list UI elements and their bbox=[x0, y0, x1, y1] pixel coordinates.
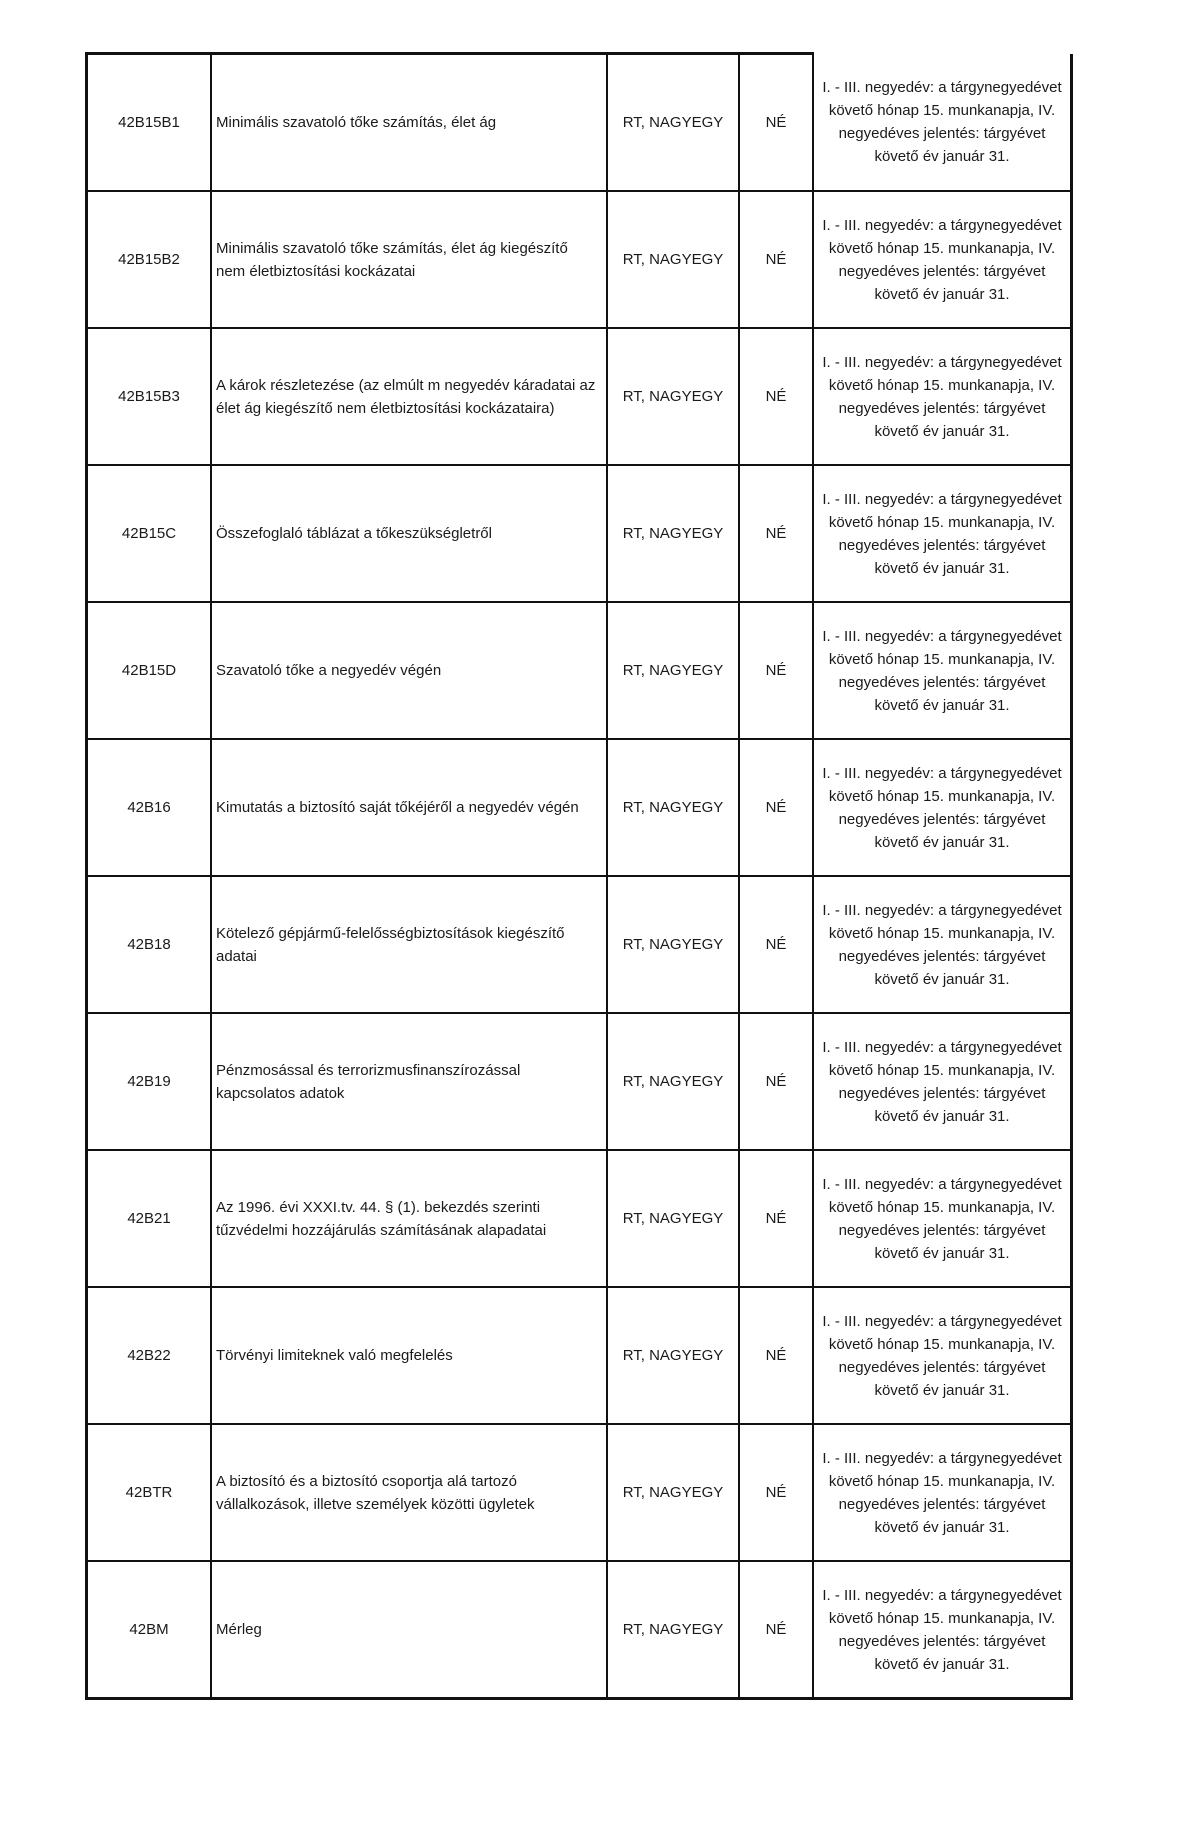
table-row bbox=[87, 54, 1072, 192]
row-deadline-cell: I. - III. negyedév: a tárgynegyedévet követő hónap 15. munkanapja, IV. negyedéves jelentés: tárgyévet követő év január 31. bbox=[813, 739, 1072, 876]
row-scope-cell: RT, NAGYEGY bbox=[607, 1013, 739, 1150]
row-scope-cell: RT, NAGYEGY bbox=[607, 739, 739, 876]
row-name-cell: Minimális szavatoló tőke számítás, élet ág bbox=[211, 54, 607, 192]
row-scope-cell: RT, NAGYEGY bbox=[607, 602, 739, 739]
row-scope-cell: RT, NAGYEGY bbox=[607, 1150, 739, 1287]
row-frequency-cell: NÉ bbox=[739, 739, 813, 876]
row-name-cell: Kötelező gépjármű-felelősségbiztosítások kiegészítő adatai bbox=[211, 876, 607, 1013]
row-deadline-cell: I. - III. negyedév: a tárgynegyedévet követő hónap 15. munkanapja, IV. negyedéves jelentés: tárgyévet követő év január 31. bbox=[813, 1424, 1072, 1561]
row-code-cell: 42BM bbox=[87, 1561, 212, 1699]
table-row bbox=[87, 876, 1072, 1013]
row-frequency-cell: NÉ bbox=[739, 1150, 813, 1287]
row-code-cell: 42B15B3 bbox=[87, 328, 212, 465]
row-name-cell: A károk részletezése (az elmúlt m negyedév káradatai az élet ág kiegészítő nem életbiztosítási kockázataira) bbox=[211, 328, 607, 465]
row-scope-cell: RT, NAGYEGY bbox=[607, 876, 739, 1013]
row-scope-cell: RT, NAGYEGY bbox=[607, 465, 739, 602]
table-row bbox=[87, 1424, 1072, 1561]
row-code-cell: 42B15B1 bbox=[87, 54, 212, 192]
row-name-cell: Mérleg bbox=[211, 1561, 607, 1699]
row-name-cell: A biztosító és a biztosító csoportja alá tartozó vállalkozások, illetve személyek közötti ügyletek bbox=[211, 1424, 607, 1561]
row-scope-cell: RT, NAGYEGY bbox=[607, 1287, 739, 1424]
row-scope-cell: RT, NAGYEGY bbox=[607, 1561, 739, 1699]
report-table-body bbox=[87, 54, 1072, 1699]
row-code-cell: 42B16 bbox=[87, 739, 212, 876]
row-name-cell: Törvényi limiteknek való megfelelés bbox=[211, 1287, 607, 1424]
row-name-cell: Pénzmosással és terrorizmusfinanszírozással kapcsolatos adatok bbox=[211, 1013, 607, 1150]
row-deadline-cell: I. - III. negyedév: a tárgynegyedévet követő hónap 15. munkanapja, IV. negyedéves jelentés: tárgyévet követő év január 31. bbox=[813, 1287, 1072, 1424]
table-row bbox=[87, 602, 1072, 739]
row-deadline-cell: I. - III. negyedév: a tárgynegyedévet követő hónap 15. munkanapja, IV. negyedéves jelentés: tárgyévet követő év január 31. bbox=[813, 54, 1072, 192]
row-frequency-cell: NÉ bbox=[739, 602, 813, 739]
row-frequency-cell: NÉ bbox=[739, 1424, 813, 1561]
table-row bbox=[87, 191, 1072, 328]
row-frequency-cell: NÉ bbox=[739, 328, 813, 465]
row-frequency-cell: NÉ bbox=[739, 1561, 813, 1699]
row-name-cell: Szavatoló tőke a negyedév végén bbox=[211, 602, 607, 739]
row-code-cell: 42B21 bbox=[87, 1150, 212, 1287]
table-row bbox=[87, 1150, 1072, 1287]
table-row bbox=[87, 1561, 1072, 1699]
row-frequency-cell: NÉ bbox=[739, 876, 813, 1013]
row-scope-cell: RT, NAGYEGY bbox=[607, 54, 739, 192]
row-deadline-cell: I. - III. negyedév: a tárgynegyedévet követő hónap 15. munkanapja, IV. negyedéves jelentés: tárgyévet követő év január 31. bbox=[813, 191, 1072, 328]
table-row bbox=[87, 465, 1072, 602]
row-code-cell: 42B15D bbox=[87, 602, 212, 739]
table-row bbox=[87, 1013, 1072, 1150]
table-row bbox=[87, 1287, 1072, 1424]
row-name-cell: Az 1996. évi XXXI.tv. 44. § (1). bekezdés szerinti tűzvédelmi hozzájárulás számításának alapadatai bbox=[211, 1150, 607, 1287]
row-deadline-cell: I. - III. negyedév: a tárgynegyedévet követő hónap 15. munkanapja, IV. negyedéves jelentés: tárgyévet követő év január 31. bbox=[813, 328, 1072, 465]
row-frequency-cell: NÉ bbox=[739, 1013, 813, 1150]
row-code-cell: 42B15C bbox=[87, 465, 212, 602]
row-scope-cell: RT, NAGYEGY bbox=[607, 1424, 739, 1561]
row-code-cell: 42B22 bbox=[87, 1287, 212, 1424]
row-deadline-cell: I. - III. negyedév: a tárgynegyedévet követő hónap 15. munkanapja, IV. negyedéves jelentés: tárgyévet követő év január 31. bbox=[813, 465, 1072, 602]
row-deadline-cell: I. - III. negyedév: a tárgynegyedévet követő hónap 15. munkanapja, IV. negyedéves jelentés: tárgyévet követő év január 31. bbox=[813, 1150, 1072, 1287]
row-code-cell: 42BTR bbox=[87, 1424, 212, 1561]
row-deadline-cell: I. - III. negyedév: a tárgynegyedévet követő hónap 15. munkanapja, IV. negyedéves jelentés: tárgyévet követő év január 31. bbox=[813, 1013, 1072, 1150]
row-frequency-cell: NÉ bbox=[739, 54, 813, 192]
row-deadline-cell: I. - III. negyedév: a tárgynegyedévet követő hónap 15. munkanapja, IV. negyedéves jelentés: tárgyévet követő év január 31. bbox=[813, 602, 1072, 739]
row-name-cell: Minimális szavatoló tőke számítás, élet ág kiegészítő nem életbiztosítási kockázatai bbox=[211, 191, 607, 328]
row-deadline-cell: I. - III. negyedév: a tárgynegyedévet követő hónap 15. munkanapja, IV. negyedéves jelentés: tárgyévet követő év január 31. bbox=[813, 876, 1072, 1013]
row-name-cell: Kimutatás a biztosító saját tőkéjéről a negyedév végén bbox=[211, 739, 607, 876]
row-scope-cell: RT, NAGYEGY bbox=[607, 328, 739, 465]
row-code-cell: 42B18 bbox=[87, 876, 212, 1013]
row-name-cell: Összefoglaló táblázat a tőkeszükségletről bbox=[211, 465, 607, 602]
report-table bbox=[85, 52, 1073, 1700]
row-scope-cell: RT, NAGYEGY bbox=[607, 191, 739, 328]
table-row bbox=[87, 739, 1072, 876]
row-code-cell: 42B15B2 bbox=[87, 191, 212, 328]
row-deadline-cell: I. - III. negyedév: a tárgynegyedévet követő hónap 15. munkanapja, IV. negyedéves jelentés: tárgyévet követő év január 31. bbox=[813, 1561, 1072, 1699]
row-code-cell: 42B19 bbox=[87, 1013, 212, 1150]
table-row bbox=[87, 328, 1072, 465]
row-frequency-cell: NÉ bbox=[739, 191, 813, 328]
row-frequency-cell: NÉ bbox=[739, 1287, 813, 1424]
row-frequency-cell: NÉ bbox=[739, 465, 813, 602]
